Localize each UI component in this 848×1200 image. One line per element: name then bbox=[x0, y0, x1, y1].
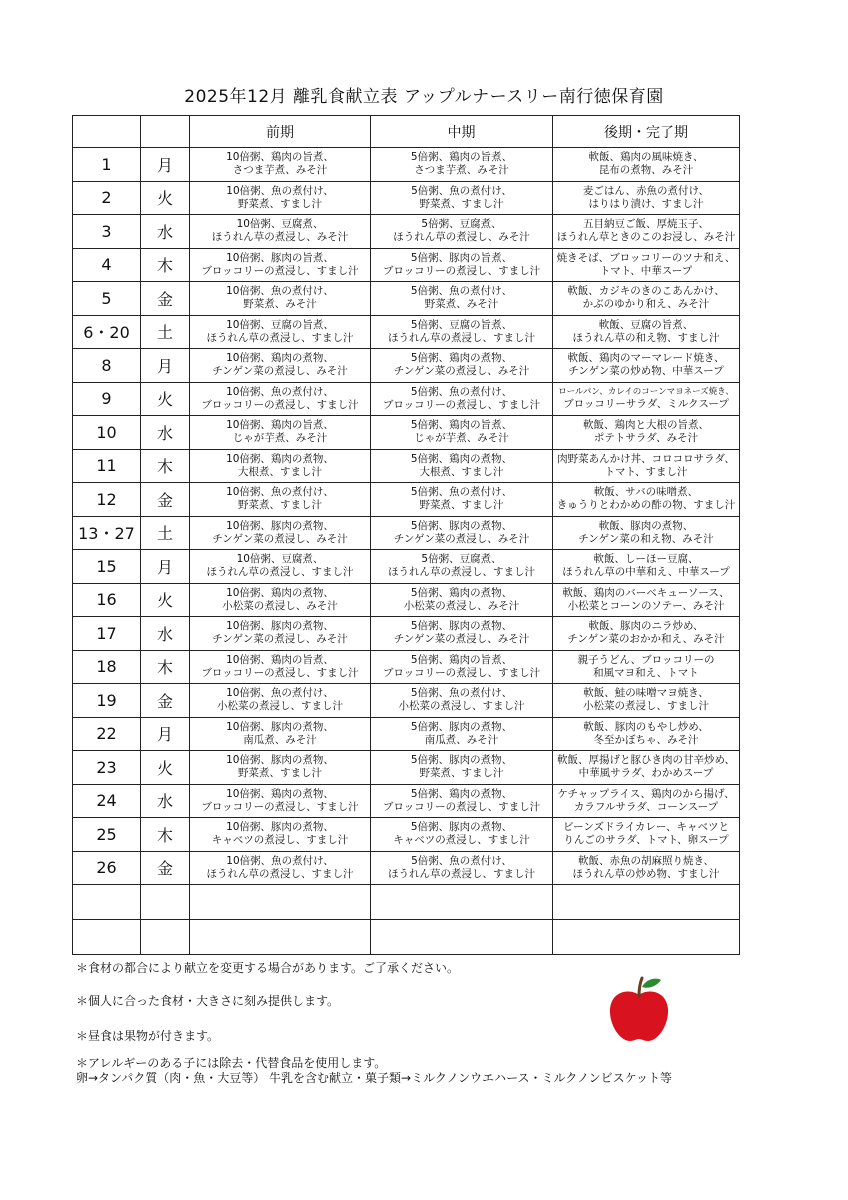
meal-line: トマト、すまし汁 bbox=[604, 465, 688, 478]
late-stage-meal bbox=[553, 818, 740, 852]
table-row bbox=[73, 148, 740, 182]
meal-line: 軟飯、カジキのきのこあんかけ、 bbox=[567, 285, 725, 298]
meal-line: 野菜煮、みそ汁 bbox=[243, 298, 317, 311]
early-stage-meal bbox=[190, 382, 371, 416]
meal-line: ブロッコリーの煮浸し、すまし汁 bbox=[382, 264, 541, 277]
meal-line: 5倍粥、豚肉の旨煮、 bbox=[410, 251, 513, 264]
meal-line: 5倍粥、鶏肉の煮物、 bbox=[410, 586, 513, 599]
row-date: 4 bbox=[73, 248, 141, 282]
early-stage-meal bbox=[190, 282, 371, 316]
meal-line: チンゲン菜の煮浸し、みそ汁 bbox=[212, 633, 348, 646]
late-stage-meal bbox=[553, 751, 740, 785]
meal-line: 10倍粥、豚肉の煮物、 bbox=[226, 720, 334, 733]
meal-line: 昆布の煮物、みそ汁 bbox=[598, 164, 694, 177]
late-stage-meal bbox=[553, 851, 740, 885]
meal-line: じゃが芋煮、みそ汁 bbox=[414, 432, 509, 445]
meal-line: 大根煮、すまし汁 bbox=[419, 465, 504, 478]
row-weekday: 木 bbox=[141, 449, 190, 483]
table-row bbox=[73, 282, 740, 316]
header-late: 後期・完了期 bbox=[553, 116, 740, 148]
late-stage-meal bbox=[553, 550, 740, 584]
meal-line: ほうれん草の煮浸し、すまし汁 bbox=[388, 331, 535, 344]
meal-line: チンゲン菜の煮浸し、みそ汁 bbox=[212, 365, 348, 378]
row-weekday: 火 bbox=[141, 181, 190, 215]
meal-line: 10倍粥、豆腐煮、 bbox=[236, 218, 324, 231]
meal-line: 5倍粥、鶏肉の旨煮、 bbox=[410, 151, 513, 164]
meal-line: 五目納豆ご飯、厚焼玉子、 bbox=[583, 218, 709, 231]
meal-line: 10倍粥、鶏肉の煮物、 bbox=[226, 586, 334, 599]
meal-line: 5倍粥、鶏肉の旨煮、 bbox=[410, 653, 513, 666]
mid-stage-meal bbox=[371, 851, 553, 885]
mid-stage-meal bbox=[371, 684, 553, 718]
meal-line: 10倍粥、魚の煮付け、 bbox=[226, 285, 334, 298]
row-weekday: 月 bbox=[141, 349, 190, 383]
meal-line: 野菜煮、すまし汁 bbox=[238, 499, 322, 512]
meal-line: 5倍粥、豚肉の煮物、 bbox=[410, 720, 513, 733]
note-fruit: ＊昼食は果物が付きます。 bbox=[76, 1029, 220, 1043]
table-row bbox=[73, 784, 740, 818]
late-stage-meal bbox=[553, 617, 740, 651]
table-row bbox=[73, 851, 740, 885]
meal-line: 軟飯、豚肉のニラ炒め、 bbox=[588, 620, 704, 633]
meal-line: 5倍粥、魚の煮付け、 bbox=[411, 184, 512, 197]
table-row bbox=[73, 315, 740, 349]
meal-line: 軟飯、豚肉の煮物、 bbox=[598, 519, 694, 532]
row-date: 11 bbox=[73, 449, 141, 483]
row-weekday: 水 bbox=[141, 416, 190, 450]
meal-line: 10倍粥、魚の煮付け、 bbox=[226, 486, 334, 499]
meal-line: 野菜煮、みそ汁 bbox=[424, 298, 499, 311]
header-row bbox=[73, 116, 740, 148]
row-weekday: 水 bbox=[141, 784, 190, 818]
meal-line: ブロッコリーの煮浸し、すまし汁 bbox=[382, 398, 541, 411]
table-row bbox=[73, 516, 740, 550]
row-date: 19 bbox=[73, 684, 141, 718]
early-stage-meal bbox=[190, 215, 371, 249]
table-row bbox=[73, 349, 740, 383]
row-weekday: 土 bbox=[141, 516, 190, 550]
mid-stage-meal bbox=[371, 416, 553, 450]
late-stage-meal bbox=[553, 516, 740, 550]
mid-stage-meal bbox=[371, 784, 553, 818]
mid-stage-meal bbox=[371, 349, 553, 383]
meal-line: 小松菜の煮浸し、みそ汁 bbox=[403, 599, 520, 612]
late-stage-meal bbox=[553, 349, 740, 383]
meal-line: チンゲン菜の和え物、みそ汁 bbox=[578, 532, 714, 545]
meal-line: 冬至かぼちゃ、みそ汁 bbox=[593, 733, 699, 746]
early-stage-meal bbox=[190, 818, 371, 852]
meal-line: 10倍粥、豚肉の煮物、 bbox=[226, 519, 334, 532]
meal-line: 軟飯、鶏肉と大根の旨煮、 bbox=[583, 419, 709, 432]
mid-stage-meal bbox=[371, 583, 553, 617]
table-row bbox=[73, 382, 740, 416]
late-stage-meal bbox=[553, 282, 740, 316]
empty-cell bbox=[190, 920, 371, 955]
meal-line: チンゲン菜の炒め物、中華スープ bbox=[568, 365, 724, 378]
note-allergy: ＊アレルギーのある子には除去・代替食品を使用します。 bbox=[76, 1056, 387, 1070]
meal-line: 5倍粥、豚肉の煮物、 bbox=[410, 620, 513, 633]
meal-line: 親子うどん、ブロッコリーの bbox=[577, 653, 715, 666]
apple-icon bbox=[604, 975, 674, 1045]
meal-line: 小松菜の煮浸し、すまし汁 bbox=[217, 700, 343, 713]
meal-line: 10倍粥、魚の煮付け、 bbox=[226, 687, 334, 700]
menu-table bbox=[72, 115, 740, 955]
meal-line: チンゲン菜のおかか和え、みそ汁 bbox=[567, 633, 725, 646]
meal-line: 軟飯、サバの味噌煮、 bbox=[593, 486, 699, 499]
late-stage-meal bbox=[553, 784, 740, 818]
meal-line: ほうれん草の煮浸し、みそ汁 bbox=[211, 231, 349, 244]
meal-line: 10倍粥、魚の煮付け、 bbox=[226, 385, 334, 398]
late-stage-meal bbox=[553, 148, 740, 182]
meal-line: ロールパン、カレイのコーンマヨネーズ焼き、 bbox=[558, 387, 734, 398]
meal-line: 5倍粥、豚肉の煮物、 bbox=[410, 519, 513, 532]
meal-line: 5倍粥、鶏肉の煮物、 bbox=[410, 452, 513, 465]
meal-line: 小松菜の煮浸し、みそ汁 bbox=[222, 599, 338, 612]
meal-line: 南瓜煮、みそ汁 bbox=[424, 733, 499, 746]
mid-stage-meal bbox=[371, 550, 553, 584]
late-stage-meal bbox=[553, 315, 740, 349]
late-stage-meal bbox=[553, 215, 740, 249]
table-row bbox=[73, 483, 740, 517]
meal-line: 軟飯、鶏肉のバーベキューソース、 bbox=[562, 586, 730, 599]
meal-line: 5倍粥、魚の煮付け、 bbox=[410, 385, 513, 398]
empty-cell bbox=[141, 920, 190, 955]
table-row bbox=[73, 751, 740, 785]
meal-line: 肉野菜あんかけ丼、コロコロサラダ、 bbox=[557, 452, 735, 465]
early-stage-meal bbox=[190, 248, 371, 282]
meal-line: 和風マヨ和え、トマト bbox=[593, 666, 699, 679]
meal-line: ほうれん草の煮浸し、すまし汁 bbox=[206, 867, 354, 880]
late-stage-meal bbox=[553, 650, 740, 684]
mid-stage-meal bbox=[371, 181, 553, 215]
empty-row bbox=[73, 920, 740, 955]
table-row bbox=[73, 583, 740, 617]
table-row bbox=[73, 449, 740, 483]
meal-line: 野菜煮、すまし汁 bbox=[419, 767, 504, 780]
meal-line: 10倍粥、鶏肉の旨煮、 bbox=[226, 151, 334, 164]
meal-line: かぶのゆかり和え、みそ汁 bbox=[582, 298, 710, 311]
meal-line: ほうれん草の和え物、すまし汁 bbox=[572, 331, 720, 344]
row-date: 2 bbox=[73, 181, 141, 215]
meal-line: 10倍粥、鶏肉の煮物、 bbox=[226, 787, 334, 800]
table-row bbox=[73, 717, 740, 751]
meal-line: 5倍粥、魚の煮付け、 bbox=[410, 687, 513, 700]
mid-stage-meal bbox=[371, 315, 553, 349]
row-weekday: 火 bbox=[141, 382, 190, 416]
meal-line: じゃが芋煮、みそ汁 bbox=[232, 432, 328, 445]
empty-row bbox=[73, 885, 740, 920]
mid-stage-meal bbox=[371, 751, 553, 785]
meal-line: 野菜煮、すまし汁 bbox=[419, 197, 504, 210]
header-mid: 中期 bbox=[371, 116, 553, 148]
row-date: 12 bbox=[73, 483, 141, 517]
meal-line: トマト、中華スープ bbox=[599, 264, 693, 277]
early-stage-meal bbox=[190, 516, 371, 550]
meal-line: はりはり漬け、すまし汁 bbox=[588, 197, 704, 210]
meal-line: 10倍粥、豆腐の旨煮、 bbox=[226, 318, 334, 331]
mid-stage-meal bbox=[371, 215, 553, 249]
meal-line: ブロッコリーサラダ、ミルクスープ bbox=[563, 398, 729, 411]
mid-stage-meal bbox=[371, 516, 553, 550]
row-date: 9 bbox=[73, 382, 141, 416]
mid-stage-meal bbox=[371, 650, 553, 684]
row-date: 24 bbox=[73, 784, 141, 818]
table-row bbox=[73, 617, 740, 651]
empty-cell bbox=[141, 885, 190, 920]
late-stage-meal bbox=[553, 181, 740, 215]
meal-line: 10倍粥、魚の煮付け、 bbox=[226, 854, 334, 867]
row-date: 1 bbox=[73, 148, 141, 182]
early-stage-meal bbox=[190, 550, 371, 584]
meal-line: ビーンズドライカレー、キャベツと bbox=[562, 821, 729, 834]
meal-line: 軟飯、豚肉のもやし炒め、 bbox=[583, 720, 709, 733]
meal-line: チンゲン菜の煮浸し、みそ汁 bbox=[212, 532, 348, 545]
early-stage-meal bbox=[190, 717, 371, 751]
meal-line: さつま芋煮、みそ汁 bbox=[232, 164, 328, 177]
meal-line: 軟飯、鮭の味噌マヨ焼き、 bbox=[583, 687, 709, 700]
row-weekday: 金 bbox=[141, 282, 190, 316]
early-stage-meal bbox=[190, 148, 371, 182]
meal-line: 南瓜煮、みそ汁 bbox=[243, 733, 317, 746]
mid-stage-meal bbox=[371, 382, 553, 416]
meal-line: ほうれん草の中華和え、中華スープ bbox=[562, 566, 730, 579]
meal-line: 野菜煮、すまし汁 bbox=[238, 197, 322, 210]
meal-line: 軟飯、鶏肉のマーマレード焼き、 bbox=[567, 352, 725, 365]
early-stage-meal bbox=[190, 416, 371, 450]
early-stage-meal bbox=[190, 315, 371, 349]
table-row bbox=[73, 818, 740, 852]
early-stage-meal bbox=[190, 483, 371, 517]
note-ingredient-change: ＊食材の都合により献立を変更する場合があります。ご了承ください。 bbox=[76, 961, 460, 975]
meal-line: りんごのサラダ、トマト、卵スープ bbox=[563, 834, 729, 847]
row-date: 3 bbox=[73, 215, 141, 249]
late-stage-meal bbox=[553, 717, 740, 751]
meal-line: 5倍粥、魚の煮付け、 bbox=[410, 486, 513, 499]
early-stage-meal bbox=[190, 684, 371, 718]
row-date: 22 bbox=[73, 717, 141, 751]
meal-line: 10倍粥、鶏肉の旨煮、 bbox=[226, 653, 334, 666]
meal-line: 軟飯、鶏肉の風味焼き、 bbox=[588, 151, 704, 164]
early-stage-meal bbox=[190, 617, 371, 651]
mid-stage-meal bbox=[371, 483, 553, 517]
mid-stage-meal bbox=[371, 717, 553, 751]
meal-line: 10倍粥、魚の煮付け、 bbox=[226, 184, 334, 197]
row-weekday: 火 bbox=[141, 583, 190, 617]
row-date: 8 bbox=[73, 349, 141, 383]
row-date: 18 bbox=[73, 650, 141, 684]
row-weekday: 土 bbox=[141, 315, 190, 349]
meal-line: キャベツの煮浸し、すまし汁 bbox=[393, 834, 530, 847]
table-row bbox=[73, 181, 740, 215]
meal-line: ブロッコリーの煮浸し、すまし汁 bbox=[201, 666, 359, 679]
meal-line: 焼きそば、ブロッコリーのツナ和え、 bbox=[556, 251, 736, 264]
meal-line: 大根煮、すまし汁 bbox=[238, 465, 322, 478]
meal-line: 5倍粥、魚の煮付け、 bbox=[410, 285, 513, 298]
early-stage-meal bbox=[190, 181, 371, 215]
empty-cell bbox=[553, 885, 740, 920]
page-title: 2025年12月 離乳食献立表 アップルナースリー南行徳保育園 bbox=[184, 87, 664, 107]
table-row bbox=[73, 650, 740, 684]
meal-line: 小松菜とコーンのソテー、みそ汁 bbox=[567, 599, 725, 612]
meal-line: ほうれん草の煮浸し、すまし汁 bbox=[206, 566, 354, 579]
meal-line: ブロッコリーの煮浸し、すまし汁 bbox=[201, 264, 359, 277]
table-row bbox=[73, 215, 740, 249]
meal-line: チンゲン菜の煮浸し、みそ汁 bbox=[393, 365, 530, 378]
meal-line: 麦ごはん、赤魚の煮付け、 bbox=[582, 184, 710, 197]
meal-line: ほうれん草の炒め物、すまし汁 bbox=[572, 867, 720, 880]
meal-line: 中華風サラダ、わかめスープ bbox=[578, 767, 714, 780]
empty-cell bbox=[73, 885, 141, 920]
row-date: 26 bbox=[73, 851, 141, 885]
meal-line: 軟飯、しーほー豆腐、 bbox=[593, 553, 699, 566]
early-stage-meal bbox=[190, 583, 371, 617]
meal-line: ケチャップライス、鶏肉のから揚げ、 bbox=[557, 787, 735, 800]
row-date: 13・27 bbox=[73, 516, 141, 550]
row-date: 15 bbox=[73, 550, 141, 584]
header-early: 前期 bbox=[190, 116, 371, 148]
meal-line: 5倍粥、豆腐煮、 bbox=[421, 218, 502, 231]
meal-line: 5倍粥、豚肉の煮物、 bbox=[410, 754, 513, 767]
meal-line: ほうれん草の煮浸し、すまし汁 bbox=[388, 566, 535, 579]
meal-line: チンゲン菜の煮浸し、みそ汁 bbox=[393, 532, 530, 545]
early-stage-meal bbox=[190, 851, 371, 885]
meal-line: 5倍粥、鶏肉の煮物、 bbox=[410, 787, 513, 800]
meal-line: 10倍粥、鶏肉の煮物、 bbox=[226, 352, 334, 365]
meal-line: ブロッコリーの煮浸し、すまし汁 bbox=[201, 398, 359, 411]
meal-line: 5倍粥、豚肉の煮物、 bbox=[410, 821, 513, 834]
row-weekday: 火 bbox=[141, 751, 190, 785]
header-date bbox=[73, 116, 141, 148]
early-stage-meal bbox=[190, 449, 371, 483]
meal-line: 軟飯、厚揚げと豚ひき肉の甘辛炒め、 bbox=[556, 754, 736, 767]
mid-stage-meal bbox=[371, 282, 553, 316]
row-weekday: 月 bbox=[141, 550, 190, 584]
mid-stage-meal bbox=[371, 449, 553, 483]
note-allergy-substitutes: 卵→タンパク質（肉・魚・大豆等） 牛乳を含む献立・菓子類→ミルクノンウエハース・ミルクノンビスケット等 bbox=[76, 1071, 672, 1085]
meal-line: 10倍粥、豆腐煮、 bbox=[236, 553, 324, 566]
meal-line: きゅうりとわかめの酢の物、すまし汁 bbox=[556, 499, 736, 512]
meal-line: さつま芋煮、みそ汁 bbox=[414, 164, 509, 177]
empty-cell bbox=[371, 885, 553, 920]
meal-line: 10倍粥、鶏肉の旨煮、 bbox=[226, 419, 334, 432]
meal-line: ほうれん草の煮浸し、みそ汁 bbox=[393, 231, 530, 244]
meal-line: ほうれん草の煮浸し、すまし汁 bbox=[388, 867, 535, 880]
meal-line: 5倍粥、豆腐煮、 bbox=[421, 553, 502, 566]
row-weekday: 木 bbox=[141, 248, 190, 282]
meal-line: チンゲン菜の煮浸し、みそ汁 bbox=[393, 633, 530, 646]
note-portion: ＊個人に合った食材・大きさに刻み提供します。 bbox=[76, 994, 340, 1008]
meal-line: 5倍粥、豆腐の旨煮、 bbox=[410, 318, 513, 331]
meal-line: 10倍粥、豚肉の煮物、 bbox=[226, 754, 334, 767]
meal-line: ブロッコリーの煮浸し、すまし汁 bbox=[382, 666, 541, 679]
meal-line: ブロッコリーの煮浸し、すまし汁 bbox=[382, 800, 541, 813]
mid-stage-meal bbox=[371, 248, 553, 282]
meal-line: キャベツの煮浸し、すまし汁 bbox=[211, 834, 349, 847]
meal-line: 5倍粥、魚の煮付け、 bbox=[411, 854, 512, 867]
mid-stage-meal bbox=[371, 818, 553, 852]
header-dow bbox=[141, 116, 190, 148]
meal-line: 10倍粥、鶏肉の煮物、 bbox=[226, 452, 334, 465]
late-stage-meal bbox=[553, 583, 740, 617]
row-weekday: 月 bbox=[141, 717, 190, 751]
meal-line: 10倍粥、豚肉の旨煮、 bbox=[226, 251, 334, 264]
row-date: 23 bbox=[73, 751, 141, 785]
late-stage-meal bbox=[553, 382, 740, 416]
table-row bbox=[73, 248, 740, 282]
meal-line: カラフルサラダ、コーンスープ bbox=[573, 800, 719, 813]
row-weekday: 金 bbox=[141, 684, 190, 718]
meal-line: 10倍粥、豚肉の煮物、 bbox=[226, 821, 334, 834]
row-date: 25 bbox=[73, 818, 141, 852]
row-date: 5 bbox=[73, 282, 141, 316]
meal-line: ほうれん草の煮浸し、すまし汁 bbox=[206, 331, 354, 344]
meal-line: 軟飯、赤魚の胡麻照り焼き、 bbox=[577, 854, 715, 867]
row-weekday: 水 bbox=[141, 617, 190, 651]
row-weekday: 金 bbox=[141, 851, 190, 885]
early-stage-meal bbox=[190, 349, 371, 383]
empty-cell bbox=[73, 920, 141, 955]
meal-line: 5倍粥、鶏肉の旨煮、 bbox=[410, 419, 513, 432]
row-weekday: 木 bbox=[141, 818, 190, 852]
early-stage-meal bbox=[190, 650, 371, 684]
mid-stage-meal bbox=[371, 617, 553, 651]
meal-line: 野菜煮、すまし汁 bbox=[419, 499, 504, 512]
row-weekday: 水 bbox=[141, 215, 190, 249]
meal-line: 軟飯、豆腐の旨煮、 bbox=[598, 318, 694, 331]
mid-stage-meal bbox=[371, 148, 553, 182]
meal-line: 小松菜の煮浸し、すまし汁 bbox=[583, 700, 709, 713]
late-stage-meal bbox=[553, 449, 740, 483]
early-stage-meal bbox=[190, 784, 371, 818]
row-weekday: 金 bbox=[141, 483, 190, 517]
meal-line: 小松菜の煮浸し、すまし汁 bbox=[398, 700, 525, 713]
meal-line: 野菜煮、すまし汁 bbox=[238, 767, 322, 780]
row-date: 6・20 bbox=[73, 315, 141, 349]
meal-line: ほうれん草ときのこのお浸し、みそ汁 bbox=[556, 231, 736, 244]
late-stage-meal bbox=[553, 416, 740, 450]
row-weekday: 月 bbox=[141, 148, 190, 182]
early-stage-meal bbox=[190, 751, 371, 785]
late-stage-meal bbox=[553, 684, 740, 718]
row-date: 16 bbox=[73, 583, 141, 617]
row-date: 17 bbox=[73, 617, 141, 651]
meal-line: ポテトサラダ、みそ汁 bbox=[593, 432, 699, 445]
table-row bbox=[73, 684, 740, 718]
empty-cell bbox=[553, 920, 740, 955]
table-row bbox=[73, 550, 740, 584]
row-weekday: 木 bbox=[141, 650, 190, 684]
late-stage-meal bbox=[553, 248, 740, 282]
meal-line: 10倍粥、豚肉の煮物、 bbox=[226, 620, 334, 633]
meal-line: ブロッコリーの煮浸し、すまし汁 bbox=[201, 800, 359, 813]
empty-cell bbox=[371, 920, 553, 955]
meal-line: 5倍粥、鶏肉の煮物、 bbox=[410, 352, 513, 365]
empty-cell bbox=[190, 885, 371, 920]
table-row bbox=[73, 416, 740, 450]
late-stage-meal bbox=[553, 483, 740, 517]
row-date: 10 bbox=[73, 416, 141, 450]
